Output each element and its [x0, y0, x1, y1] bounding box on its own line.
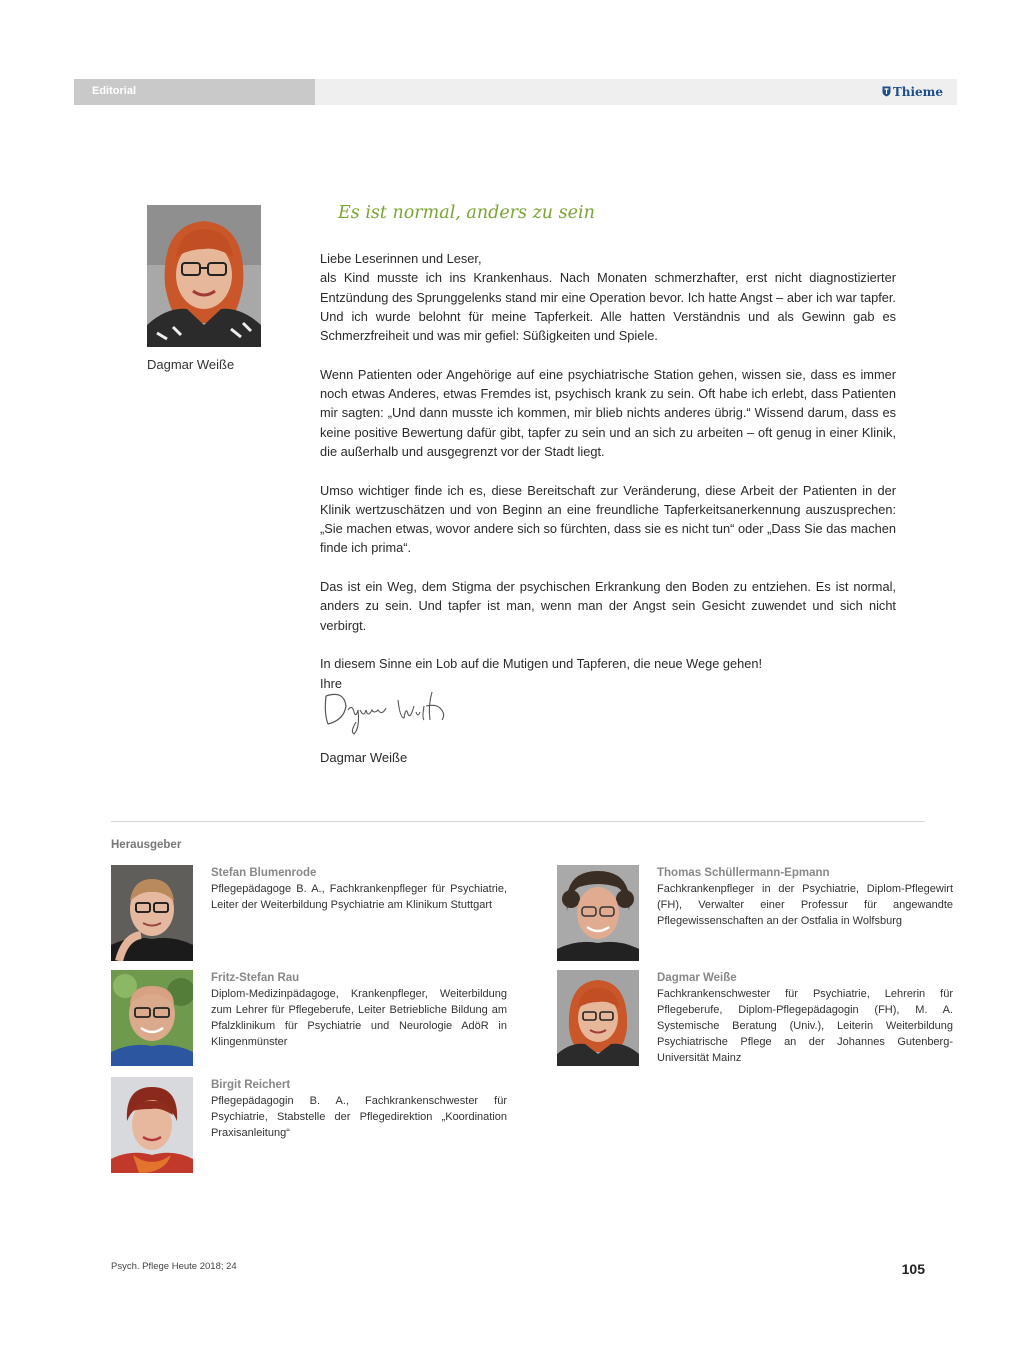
- editor-name: Stefan Blumenrode: [211, 867, 317, 879]
- paragraph: Umso wichtiger finde ich es, diese Bereitschaft zur Veränderung, diese Arbeit der Patienten in der Klinik wertzuschätzen und von Beginn an eine freundliche Tapferkeitsanerkennung auszusprechen: „Sie machen etwas, wovor andere sich so fürchten, dass sie es nicht tun“ oder „Dass Sie das machen finde ich prima“.: [320, 482, 896, 556]
- paragraph: als Kind musste ich ins Krankenhaus. Nach Monaten schmerzhafter, erst nicht diagnostizierter Entzündung des Sprunggelenks stand mir eine Operation bevor. Ich hatte Angst – aber ich war tapfer. Und ich wurde belohnt für meine Tapferkeit. Alle hatten Verständnis und als Gewinn gab es Schmerzfreiheit und was mir gefiel: Süßigkeiten und Spiele.: [320, 270, 896, 344]
- article-title: Es ist normal, anders zu sein: [338, 203, 595, 223]
- signature-name: Dagmar Weiße: [320, 750, 408, 765]
- author-portrait: [147, 205, 261, 347]
- editor-photo: [557, 970, 639, 1066]
- journal-citation: Psych. Pflege Heute 2018; 24: [111, 1261, 237, 1272]
- editor-description: Fachkrankenpfleger in der Psychiatrie, Diplom-Pflegewirt (FH), Verwalter einer Professur für angewandte Pflegewissenschaften an der Ostfalia in Wolfsburg: [657, 883, 953, 927]
- paragraph: Wenn Patienten oder Angehörige auf eine psychiatrische Station gehen, wissen sie, dass es immer noch etwas Anderes, etwas Fremdes ist, psychisch krank zu sein. Oft habe ich erlebt, dass Patienten mir sagten: „Und dann musste ich kommen, mir blieb nichts anderes übrig.“ Wissend darum, dass es keine positive Bewertung dafür gibt, tapfer zu sein und an sich zu arbeiten – oft genug in einer Klinik, die außerhalb und ausgegrenzt vor der Stadt liegt.: [320, 366, 896, 459]
- author-caption: Dagmar Weiße: [147, 357, 235, 372]
- editor-photo: [111, 865, 193, 961]
- publisher-logo: [882, 79, 943, 105]
- paragraph: Das ist ein Weg, dem Stigma der psychischen Erkrankung den Boden zu entziehen. Es ist normal, anders zu sein. Und tapfer ist man, wenn man der Angst sein Gesicht zuwendet und sich nicht verbirgt.: [320, 579, 896, 633]
- section-label: Editorial: [74, 79, 315, 105]
- editors-heading: Herausgeber: [111, 839, 182, 851]
- closing: Ihre: [320, 675, 343, 691]
- editor-photo: [557, 865, 639, 961]
- publisher-name: Thieme: [892, 85, 943, 99]
- editor-photo: [111, 970, 193, 1066]
- thieme-shield-icon: [882, 86, 891, 97]
- editor-name: Thomas Schüllermann-Epmann: [657, 867, 830, 879]
- section-divider: [111, 821, 925, 822]
- letter-body: [320, 249, 896, 693]
- editor-name: Fritz-Stefan Rau: [211, 972, 300, 984]
- editor-description: Fachkrankenschwester für Psychiatrie, Lehrerin für Pflegeberufe, Diplom-Pflegepädagogin (FH), M. A. Systemische Beratung (Univ.), Leiterin Weiterbildung Psychiatrische Pflege an der Johannes Gutenberg-Universität Mainz: [657, 988, 953, 1064]
- editor-description: Diplom-Medizinpädagoge, Krankenpfleger, Weiterbildung zum Lehrer für Pflegeberufe, Leiter Betriebliche Bildung am Pfalzklinikum für Psychiatrie und Neurologie AdöR in Klingenmünster: [211, 988, 507, 1048]
- editor-name: Birgit Reichert: [211, 1079, 291, 1091]
- editor-photo: [111, 1077, 193, 1173]
- paragraph: In diesem Sinne ein Lob auf die Mutigen und Tapferen, die neue Wege gehen!: [320, 656, 763, 672]
- header-bar: [74, 79, 957, 105]
- editor-description: Pflegepädagoge B. A., Fachkrankenpfleger für Psychiatrie, Leiter der Weiterbildung Psychiatrie am Klinikum Stuttgart: [211, 883, 507, 911]
- editor-name: Dagmar Weiße: [657, 972, 737, 984]
- editor-description: Pflegepädagogin B. A., Fachkrankenschwester für Psychiatrie, Stabstelle der Pflegedirektion „Koordination Praxisanleitung“: [211, 1095, 507, 1139]
- page-number: 105: [901, 1261, 925, 1277]
- handwritten-signature: [320, 684, 450, 736]
- salutation: Liebe Leserinnen und Leser,: [320, 251, 482, 266]
